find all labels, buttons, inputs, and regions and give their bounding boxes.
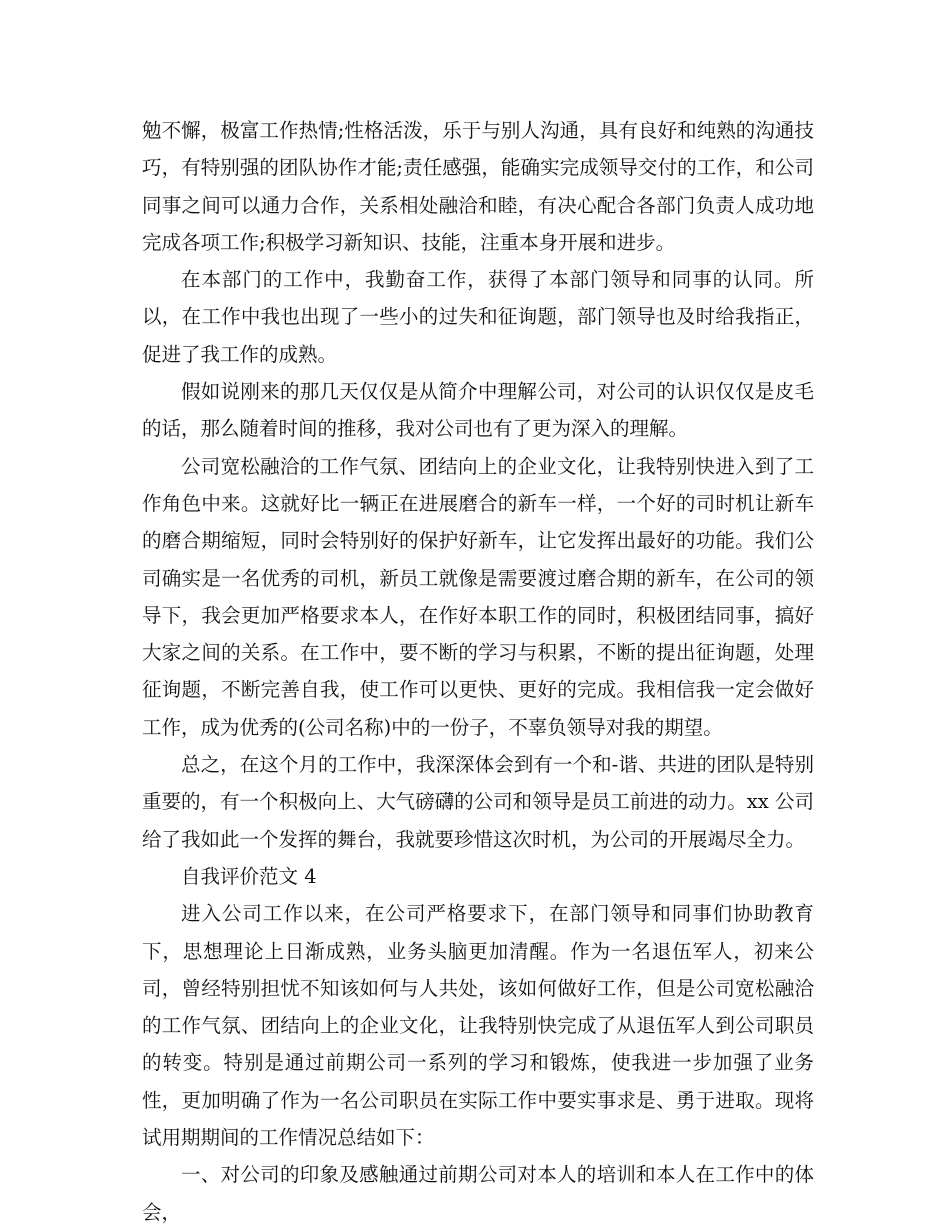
section-heading: 自我评价范文 4 <box>181 864 317 888</box>
paragraph-3: 假如说刚来的那几天仅仅是从简介中理解公司，对公司的认识仅仅是皮毛的话，那么随着时间的推移，我对公司也有了更为深入的理解。 <box>142 380 814 441</box>
paragraph-6: 进入公司工作以来，在公司严格要求下，在部门领导和同事们协助教育下，思想理论上日渐成熟，业务头脑更加清醒。作为一名退伍军人，初来公司，曾经特别担忧不知该如何与人共处，该如何做好工作，但是公司宽松融洽的工作气氛、团结向上的企业文化，让我特别快完成了从退伍军人到公司职员的转变。特别是通过前期公司一系列的学习和锻炼，使我进一步加强了业务性，更加明确了作为一名公司职员在实际工作中要实事求是、勇于进取。现将试用期期间的工作情况总结如下： <box>142 902 814 1150</box>
paragraph-2: 在本部门的工作中，我勤奋工作，获得了本部门领导和同事的认同。所以，在工作中我也出现了一些小的过失和征询题，部门领导也及时给我指正，促进了我工作的成熟。 <box>142 268 814 366</box>
paragraph-4: 公司宽松融洽的工作气氛、团结向上的企业文化，让我特别快进入到了工作角色中来。这就好比一辆正在进展磨合的新车一样，一个好的司时机让新车的磨合期缩短，同时会特别好的保护好新车，让它发挥出最好的功能。我们公司确实是一名优秀的司机，新员工就像是需要渡过磨合期的新车，在公司的领导下，我会更加严格要求本人，在作好本职工作的同时，积极团结同事，搞好大家之间的关系。在工作中，要不断的学习与积累，不断的提出征询题，处理征询题，不断完善自我，使工作可以更快、更好的完成。我相信我一定会做好工作，成为优秀的(公司名称)中的一份子，不辜负领导对我的期望。 <box>142 454 814 739</box>
paragraph-7: 一、对公司的印象及感触通过前期公司对本人的培训和本人在工作中的体会， <box>142 1163 814 1224</box>
paragraph-5: 总之，在这个月的工作中，我深深体会到有一个和-谐、共进的团队是特别重要的，有一个积极向上、大气磅礴的公司和领导是员工前进的动力。xx 公司给了我如此一个发挥的舞台，我就要珍惜这次时机，为公司的开展竭尽全力。 <box>142 753 814 851</box>
document-body <box>142 112 814 1231</box>
paragraph-1: 勉不懈，极富工作热情;性格活泼，乐于与别人沟通，具有良好和纯熟的沟通技巧，有特别强的团队协作才能;责任感强，能确实完成领导交付的工作，和公司同事之间可以通力合作，关系相处融洽和睦，有决心配合各部门负责人成功地完成各项工作;积极学习新知识、技能，注重本身开展和进步。 <box>142 119 814 254</box>
